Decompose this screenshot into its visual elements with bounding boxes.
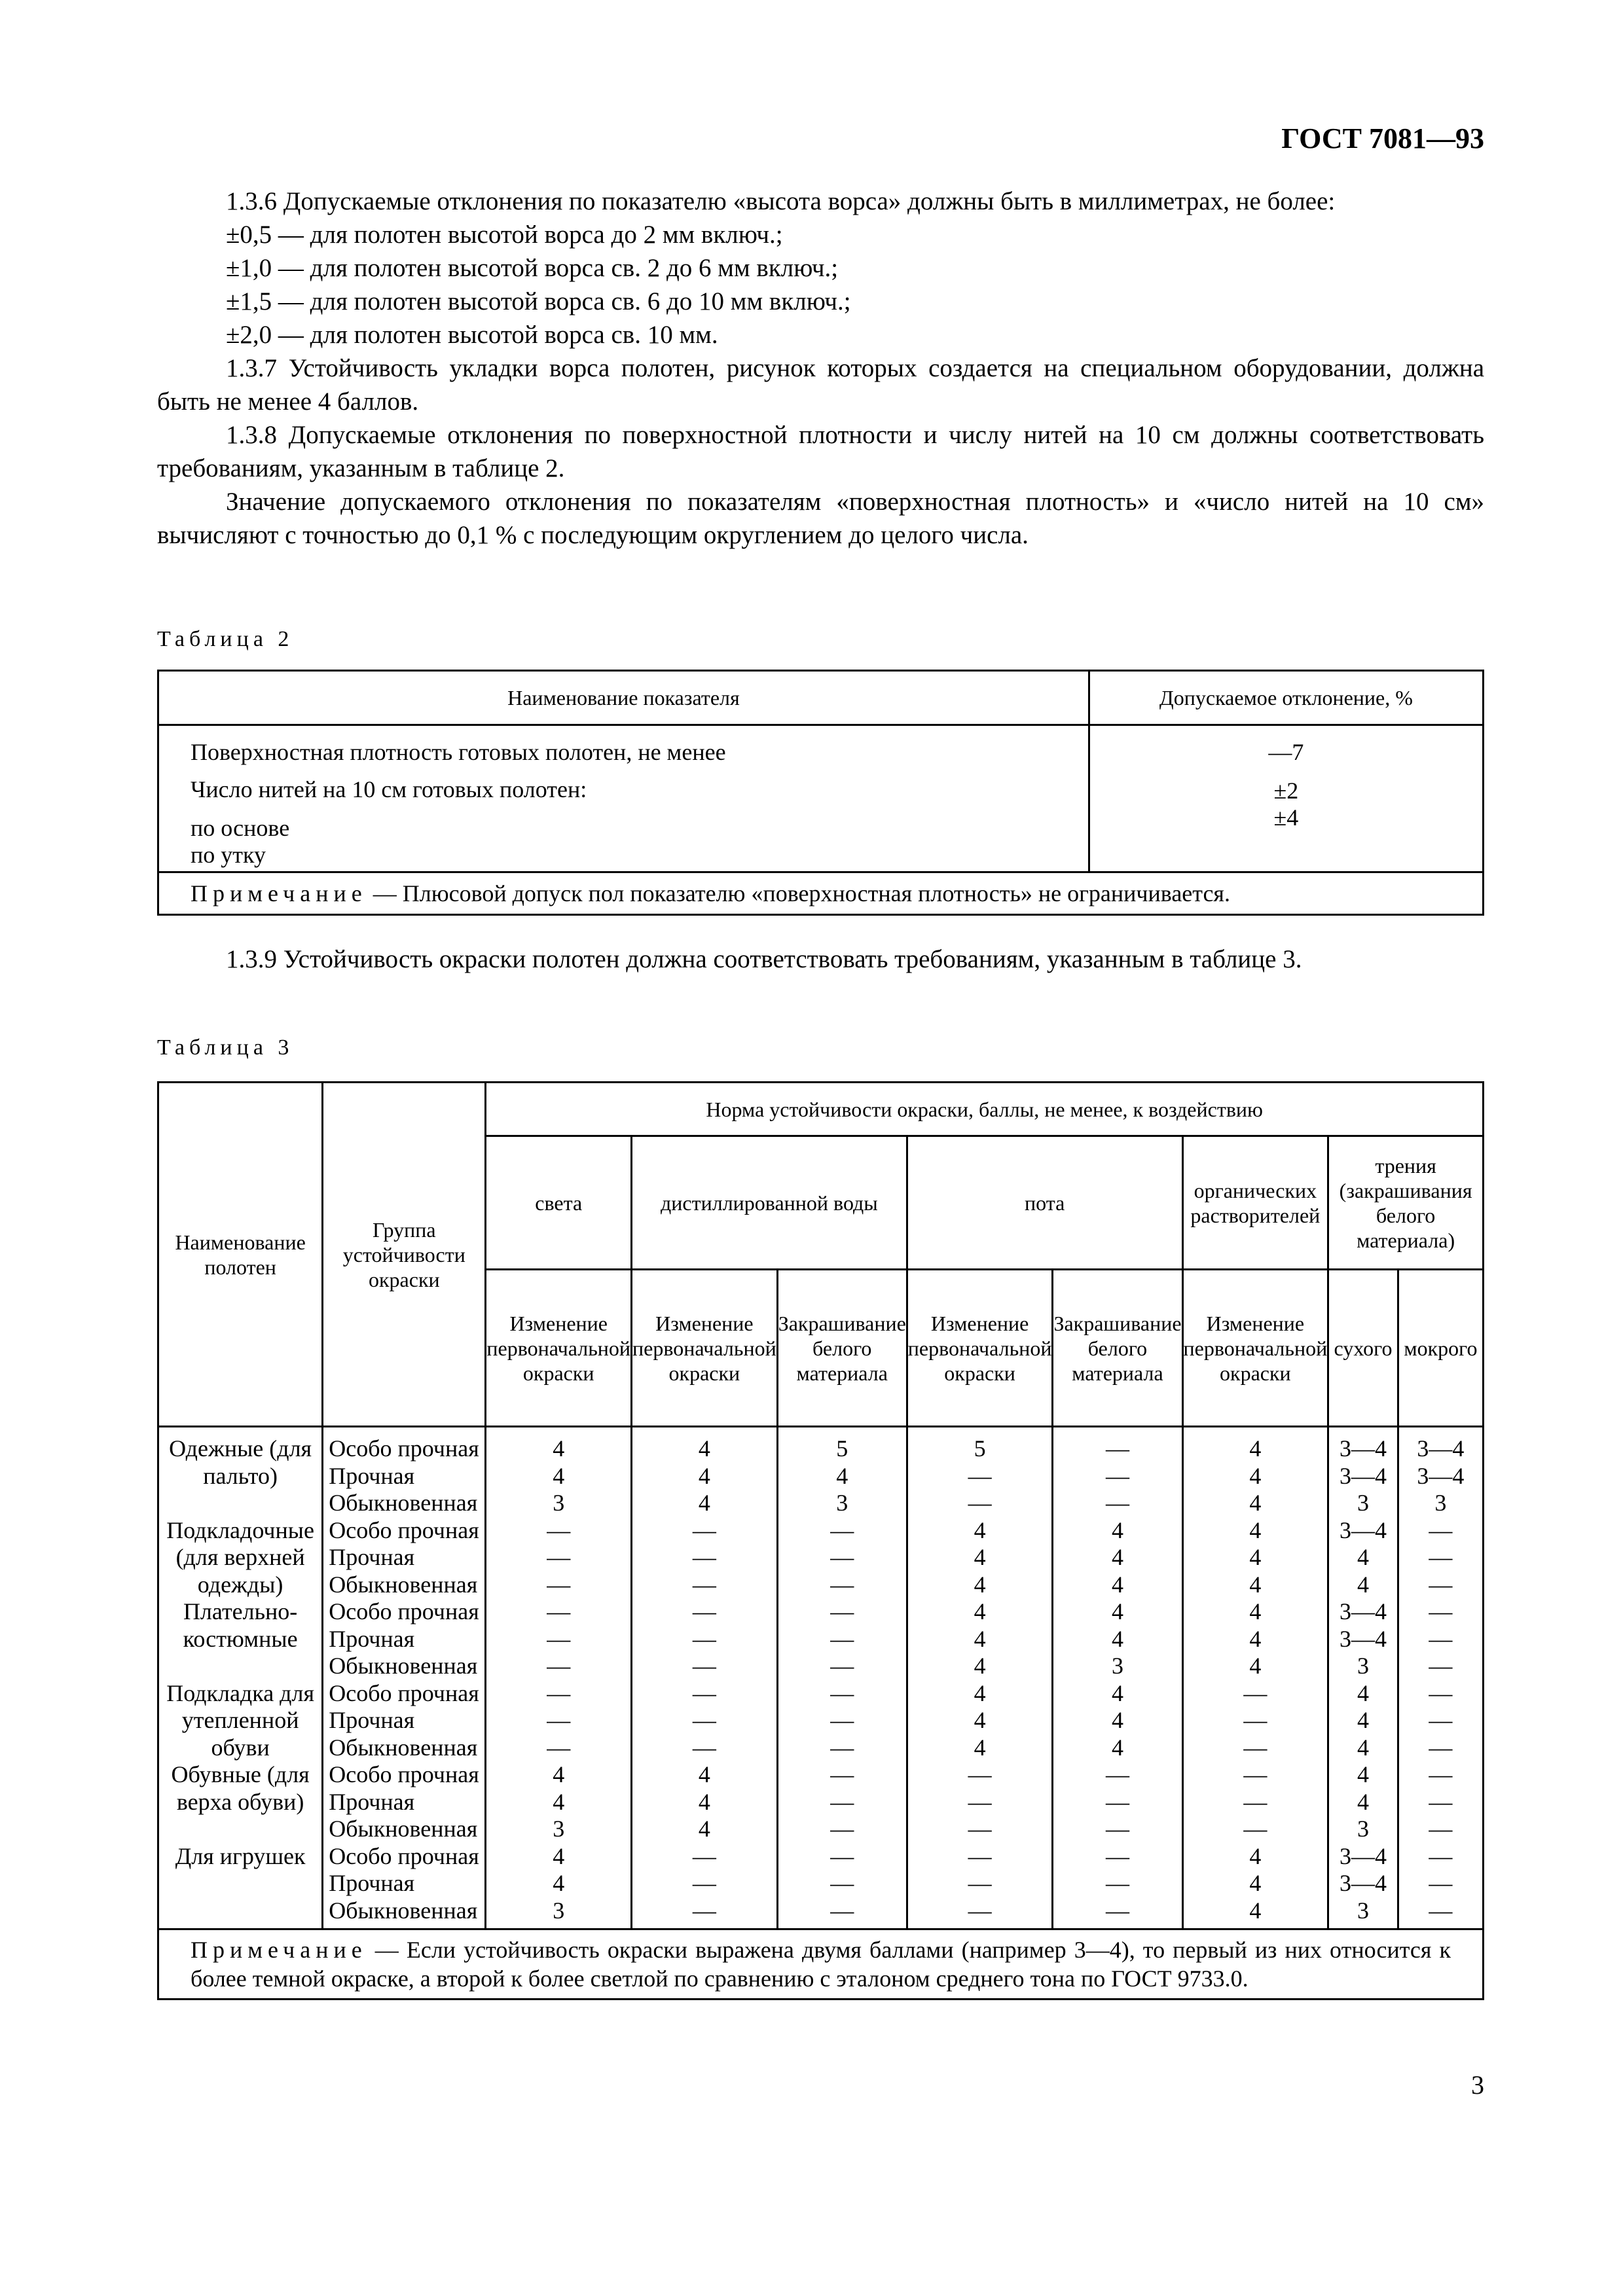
table-3-subheader-staining: Закрашивание белого материала [777,1270,907,1427]
table-3-value-cell: 3 [486,1490,632,1517]
table-3-header-name: Наименование полотен [158,1083,323,1427]
table-3-row [158,1816,1484,1843]
table-3-value-cell: 4 [907,1734,1053,1762]
table-2-row-name: Поверхностная плотность готовых полотен, не менее [191,739,726,765]
table-3-value-cell: 3 [1328,1816,1398,1843]
table-3-fastness-group: Особо прочная [323,1843,486,1871]
table-3-value-cell: 4 [1182,1843,1328,1871]
table-3-row [158,1734,1484,1762]
table-3-value-cell: — [486,1653,632,1680]
table-3-value-cell: — [632,1680,778,1708]
table-3-value-cell: — [632,1897,778,1929]
paragraph-1-3-7: 1.3.7 Устойчивость укладки ворса полотен, рисунок которых создается на специальном оборудовании, должна быть не менее 4 баллов. [157,354,1484,416]
table-3-value-cell: 4 [632,1427,778,1463]
table-3-value-cell: 4 [486,1789,632,1816]
table-3-value-cell: — [486,1571,632,1599]
table-3-fastness-group: Обыкновенная [323,1490,486,1517]
table-2-row-value: ±2 [1273,778,1299,804]
table-2-row-value: ±4 [1273,804,1299,831]
table-3-value-cell: 4 [632,1761,778,1789]
table-3-fastness-group: Особо прочная [323,1598,486,1626]
table-3-value-cell: 3 [1328,1897,1398,1929]
table-3-value-cell: — [777,1626,907,1653]
table-3-value-cell: 4 [632,1816,778,1843]
table-3-value-cell: — [1398,1626,1483,1653]
table-3-value-cell: 4 [1328,1734,1398,1762]
table-3-value-cell: — [632,1653,778,1680]
table-3-value-cell: — [1398,1843,1483,1871]
table-3-note-text: — Если устойчивость окраски выражена двумя баллами (например 3—4), то первый из них относится к более темной окраске, а второй к более светлой по сравнению с эталоном среднего тона по ГОСТ 9733.0. [191,1937,1451,1992]
table-3-value-cell: 3—4 [1328,1843,1398,1871]
table-3-value-cell: — [632,1734,778,1762]
table-3-value-cell: — [1182,1734,1328,1762]
table-3-value-cell: 3 [1328,1653,1398,1680]
table-3-value-cell: 4 [486,1843,632,1871]
table-3-value-cell: — [777,1843,907,1871]
table-3-row [158,1427,1484,1463]
table-3-value-cell: 4 [632,1463,778,1490]
table-3-value-cell: 4 [1182,1870,1328,1897]
table-3-subheader-color-change: Изменение первоначальной окраски [486,1270,632,1427]
table-3-fastness-group: Прочная [323,1463,486,1490]
table-3-value-cell: 3—4 [1398,1427,1483,1463]
table-3-value-cell: 3—4 [1328,1463,1398,1490]
table-3-value-cell: 3—4 [1398,1463,1483,1490]
table-3-value-cell: 4 [1182,1544,1328,1571]
table-3-value-cell: 5 [907,1427,1053,1463]
table-3-row [158,1571,1484,1599]
table-3-value-cell: 3—4 [1328,1598,1398,1626]
table-3-value-cell: 4 [1182,1490,1328,1517]
table-3-value-cell: — [1398,1653,1483,1680]
table-3-value-cell: 4 [1328,1544,1398,1571]
table-3-value-cell: — [1398,1816,1483,1843]
table-3-header-light: света [486,1136,632,1270]
table-3-value-cell: — [907,1816,1053,1843]
table-3-subheader-staining: Закрашивание белого материала [1053,1270,1182,1427]
table-3-body [158,1427,1484,1929]
table-3-value-cell: 4 [486,1761,632,1789]
table-3-value-cell: 4 [1328,1571,1398,1599]
table-3-value-cell: — [632,1598,778,1626]
table-2-values-cell [1089,725,1483,872]
table-2-note [158,872,1484,915]
table-3-value-cell: — [1182,1816,1328,1843]
table-3-value-cell: — [1053,1897,1182,1929]
table-3-value-cell: — [1398,1680,1483,1708]
table-3 [157,1081,1484,2000]
table-3-value-cell: 4 [632,1490,778,1517]
table-3-value-cell: 4 [1053,1626,1182,1653]
table-3-value-cell: 4 [1182,1653,1328,1680]
table-3-value-cell: — [1398,1707,1483,1734]
table-3-value-cell: 4 [1182,1626,1328,1653]
table-3-fastness-group: Прочная [323,1544,486,1571]
table-3-value-cell: 4 [1328,1789,1398,1816]
table-3-fabric-name: Подкладка для утепленной обуви [158,1680,323,1762]
table-3-subheader-dry: сухого [1328,1270,1398,1427]
table-3-value-cell: 4 [1053,1571,1182,1599]
table-3-value-cell: 4 [486,1427,632,1463]
table-3-value-cell: — [1182,1761,1328,1789]
table-3-value-cell: — [486,1598,632,1626]
table-3-value-cell: 5 [777,1427,907,1463]
table-3-fabric-name: Подкладочные (для верхней одежды) [158,1517,323,1599]
table-3-value-cell: — [777,1598,907,1626]
table-3-value-cell: 4 [1328,1761,1398,1789]
table-3-value-cell: — [777,1544,907,1571]
table-3-fastness-group: Прочная [323,1789,486,1816]
table-3-row [158,1897,1484,1929]
table-3-value-cell: — [1053,1843,1182,1871]
table-2-row-name: по основе [191,815,290,841]
table-3-value-cell: — [907,1870,1053,1897]
table-3-note-label: Примечание [191,1937,367,1963]
table-3-fabric-name: Для игрушек [158,1843,323,1929]
table-3-header-organic-solvents: органических растворителей [1182,1136,1328,1270]
table-3-row [158,1789,1484,1816]
table-3-value-cell: — [632,1870,778,1897]
table-3-value-cell: — [632,1707,778,1734]
table-3-value-cell: — [777,1653,907,1680]
table-3-row [158,1843,1484,1871]
table-3-value-cell: 4 [907,1707,1053,1734]
table-3-value-cell: — [1398,1734,1483,1762]
table-3-fabric-name: Плательно-костюмные [158,1598,323,1680]
table-3-value-cell: — [777,1816,907,1843]
table-3-value-cell: — [1398,1870,1483,1897]
table-3-fastness-group: Особо прочная [323,1517,486,1545]
table-3-value-cell: 3 [1398,1490,1483,1517]
table-3-fastness-group: Обыкновенная [323,1571,486,1599]
table-3-subheader-color-change: Изменение первоначальной окраски [632,1270,778,1427]
table-3-value-cell: — [1053,1816,1182,1843]
table-3-value-cell: 3 [1053,1653,1182,1680]
table-3-value-cell: 4 [1182,1517,1328,1545]
table-3-value-cell: 3 [1328,1490,1398,1517]
table-3-value-cell: 4 [907,1517,1053,1545]
table-3-subheader-color-change: Изменение первоначальной окраски [907,1270,1053,1427]
body-text [157,185,1484,552]
table-3-value-cell: 4 [1053,1517,1182,1545]
table-3-fastness-group: Прочная [323,1870,486,1897]
table-3-value-cell: — [632,1517,778,1545]
tolerance-item: ±1,0 — для полотен высотой ворса св. 2 до 6 мм включ.; [226,254,839,282]
table-3-value-cell: — [777,1734,907,1762]
table-3-value-cell: — [907,1897,1053,1929]
table-2-row-name: по утку [191,842,266,868]
table-3-value-cell: — [907,1789,1053,1816]
table-3-value-cell: — [1182,1707,1328,1734]
table-3-value-cell: — [777,1897,907,1929]
paragraph-1-3-9: 1.3.9 Устойчивость окраски полотен должна соответствовать требованиям, указанным в таблице 3. [226,945,1302,973]
table-3-value-cell: — [777,1517,907,1545]
table-3-row [158,1680,1484,1708]
table-3-value-cell: 3—4 [1328,1626,1398,1653]
table-3-value-cell: — [907,1490,1053,1517]
table-2 [157,670,1484,916]
table-2-note-text: — Плюсовой допуск пол показателю «поверхностная плотность» не ограничивается. [367,880,1230,906]
table-3-subheader-wet: мокрого [1398,1270,1483,1427]
table-3-row [158,1870,1484,1897]
table-3-value-cell: 4 [486,1870,632,1897]
table-3-value-cell: — [777,1789,907,1816]
table-3-value-cell: — [486,1707,632,1734]
table-3-value-cell: — [1053,1463,1182,1490]
table-3-value-cell: 4 [907,1680,1053,1708]
table-3-value-cell: — [486,1680,632,1708]
table-3-header-distilled-water: дистиллированной воды [632,1136,907,1270]
table-3-value-cell: — [632,1571,778,1599]
table-3-value-cell: 4 [1053,1734,1182,1762]
table-2-header-tolerance: Допускаемое отклонение, % [1089,671,1483,725]
table-3-value-cell: — [907,1843,1053,1871]
table-3-row [158,1517,1484,1545]
table-3-row [158,1544,1484,1571]
table-3-value-cell: 3—4 [1328,1870,1398,1897]
table-3-value-cell: — [1398,1897,1483,1929]
table-2-row-name: Число нитей на 10 см готовых полотен: [191,776,587,802]
table-3-value-cell: — [1053,1490,1182,1517]
table-3-value-cell: 3—4 [1328,1517,1398,1545]
table-3-value-cell: — [1398,1571,1483,1599]
table-3-value-cell: 4 [907,1653,1053,1680]
table-3-value-cell: 4 [1182,1427,1328,1463]
table-3-row [158,1653,1484,1680]
table-3-value-cell: 4 [1182,1463,1328,1490]
table-3-value-cell: 4 [1182,1598,1328,1626]
table-3-value-cell: — [632,1544,778,1571]
table-3-value-cell: 3 [486,1897,632,1929]
table-3-value-cell: — [777,1571,907,1599]
table-3-value-cell: — [777,1680,907,1708]
table-3-value-cell: 4 [907,1544,1053,1571]
table-3-fastness-group: Особо прочная [323,1680,486,1708]
table-3-fastness-group: Прочная [323,1707,486,1734]
table-3-value-cell: — [486,1626,632,1653]
table-3-fastness-group: Обыкновенная [323,1897,486,1929]
table-2-row-value: —7 [1268,739,1304,765]
table-3-fastness-group: Обыкновенная [323,1734,486,1762]
table-3-fastness-group: Обыкновенная [323,1816,486,1843]
table-3-value-cell: — [632,1843,778,1871]
table-3-value-cell: — [1398,1761,1483,1789]
table-2-caption: Таблица 2 [157,627,294,651]
table-3-row [158,1707,1484,1734]
table-2-names-cell [158,725,1089,872]
paragraph-1-3-8-note: Значение допускаемого отклонения по показателям «поверхностная плотность» и «число нитей на 10 см» вычисляют с точностью до 0,1 % с последующим округлением до целого числа. [157,488,1484,549]
table-3-value-cell: — [777,1707,907,1734]
table-3-value-cell: — [486,1544,632,1571]
table-3-value-cell: — [1053,1427,1182,1463]
table-3-value-cell: 4 [777,1463,907,1490]
table-3-fastness-group: Прочная [323,1626,486,1653]
table-3-row [158,1626,1484,1653]
table-3-row [158,1463,1484,1490]
table-3-value-cell: — [1053,1870,1182,1897]
table-3-value-cell: — [632,1626,778,1653]
table-3-fastness-group: Обыкновенная [323,1653,486,1680]
table-3-value-cell: — [1053,1761,1182,1789]
table-3-value-cell: 4 [907,1571,1053,1599]
table-3-value-cell: 4 [1328,1680,1398,1708]
page-number: 3 [1471,2070,1484,2100]
table-3-caption: Таблица 3 [157,1035,294,1060]
table-3-value-cell: — [777,1870,907,1897]
table-3-value-cell: 3—4 [1328,1427,1398,1463]
table-3-value-cell: — [907,1761,1053,1789]
table-3-fabric-name: Обувные (для верха обуви) [158,1761,323,1843]
table-3-value-cell: — [1398,1517,1483,1545]
table-3-value-cell: 4 [486,1463,632,1490]
table-3-value-cell: 4 [1053,1707,1182,1734]
table-3-value-cell: — [1053,1789,1182,1816]
table-3-value-cell: 4 [1182,1897,1328,1929]
table-3-value-cell: 4 [907,1598,1053,1626]
table-3-value-cell: 4 [907,1626,1053,1653]
paragraph-1-3-8: 1.3.8 Допускаемые отклонения по поверхностной плотности и числу нитей на 10 см должны соответствовать требованиям, указанным в таблице 2. [157,421,1484,482]
table-3-value-cell: 4 [1053,1544,1182,1571]
table-3-value-cell: 4 [1182,1571,1328,1599]
table-2-note-label: Примечание [191,880,367,906]
paragraph-1-3-6: 1.3.6 Допускаемые отклонения по показателю «высота ворса» должны быть в миллиметрах, не более: [226,187,1336,215]
table-3-fastness-group: Особо прочная [323,1761,486,1789]
table-3-value-cell: — [1398,1544,1483,1571]
table-2-header-indicator: Наименование показателя [158,671,1089,725]
table-3-header-group: Группа устойчивости окраски [323,1083,486,1427]
table-3-value-cell: 4 [632,1789,778,1816]
table-3-subheader-color-change: Изменение первоначальной окраски [1182,1270,1328,1427]
table-3-value-cell: — [907,1463,1053,1490]
table-3-value-cell: — [777,1761,907,1789]
document-header: ГОСТ 7081—93 [1281,122,1484,154]
table-3-header-sweat: пота [907,1136,1182,1270]
table-3-value-cell: — [486,1517,632,1545]
tolerance-item: ±1,5 — для полотен высотой ворса св. 6 до 10 мм включ.; [226,287,851,315]
tolerance-item: ±2,0 — для полотен высотой ворса св. 10 мм. [226,321,718,349]
table-3-fabric-name: Одежные (для пальто) [158,1427,323,1517]
table-3-value-cell: — [1182,1680,1328,1708]
table-3-value-cell: 4 [1328,1707,1398,1734]
table-3-header-norm: Норма устойчивости окраски, баллы, не менее, к воздействию [486,1083,1484,1136]
table-3-header-rubbing: трения (закрашивания белого материала) [1328,1136,1484,1270]
table-3-value-cell: 4 [1053,1598,1182,1626]
table-3-fastness-group: Особо прочная [323,1427,486,1463]
table-3-row [158,1490,1484,1517]
table-3-value-cell: — [1398,1598,1483,1626]
table-3-value-cell: — [1182,1789,1328,1816]
table-3-row [158,1598,1484,1626]
table-3-value-cell: 4 [1053,1680,1182,1708]
table-3-value-cell: — [1398,1789,1483,1816]
tolerance-item: ±0,5 — для полотен высотой ворса до 2 мм включ.; [226,221,783,249]
table-3-row [158,1761,1484,1789]
table-3-note [158,1929,1484,2000]
table-3-value-cell: 3 [777,1490,907,1517]
table-3-value-cell: 3 [486,1816,632,1843]
table-3-value-cell: — [486,1734,632,1762]
